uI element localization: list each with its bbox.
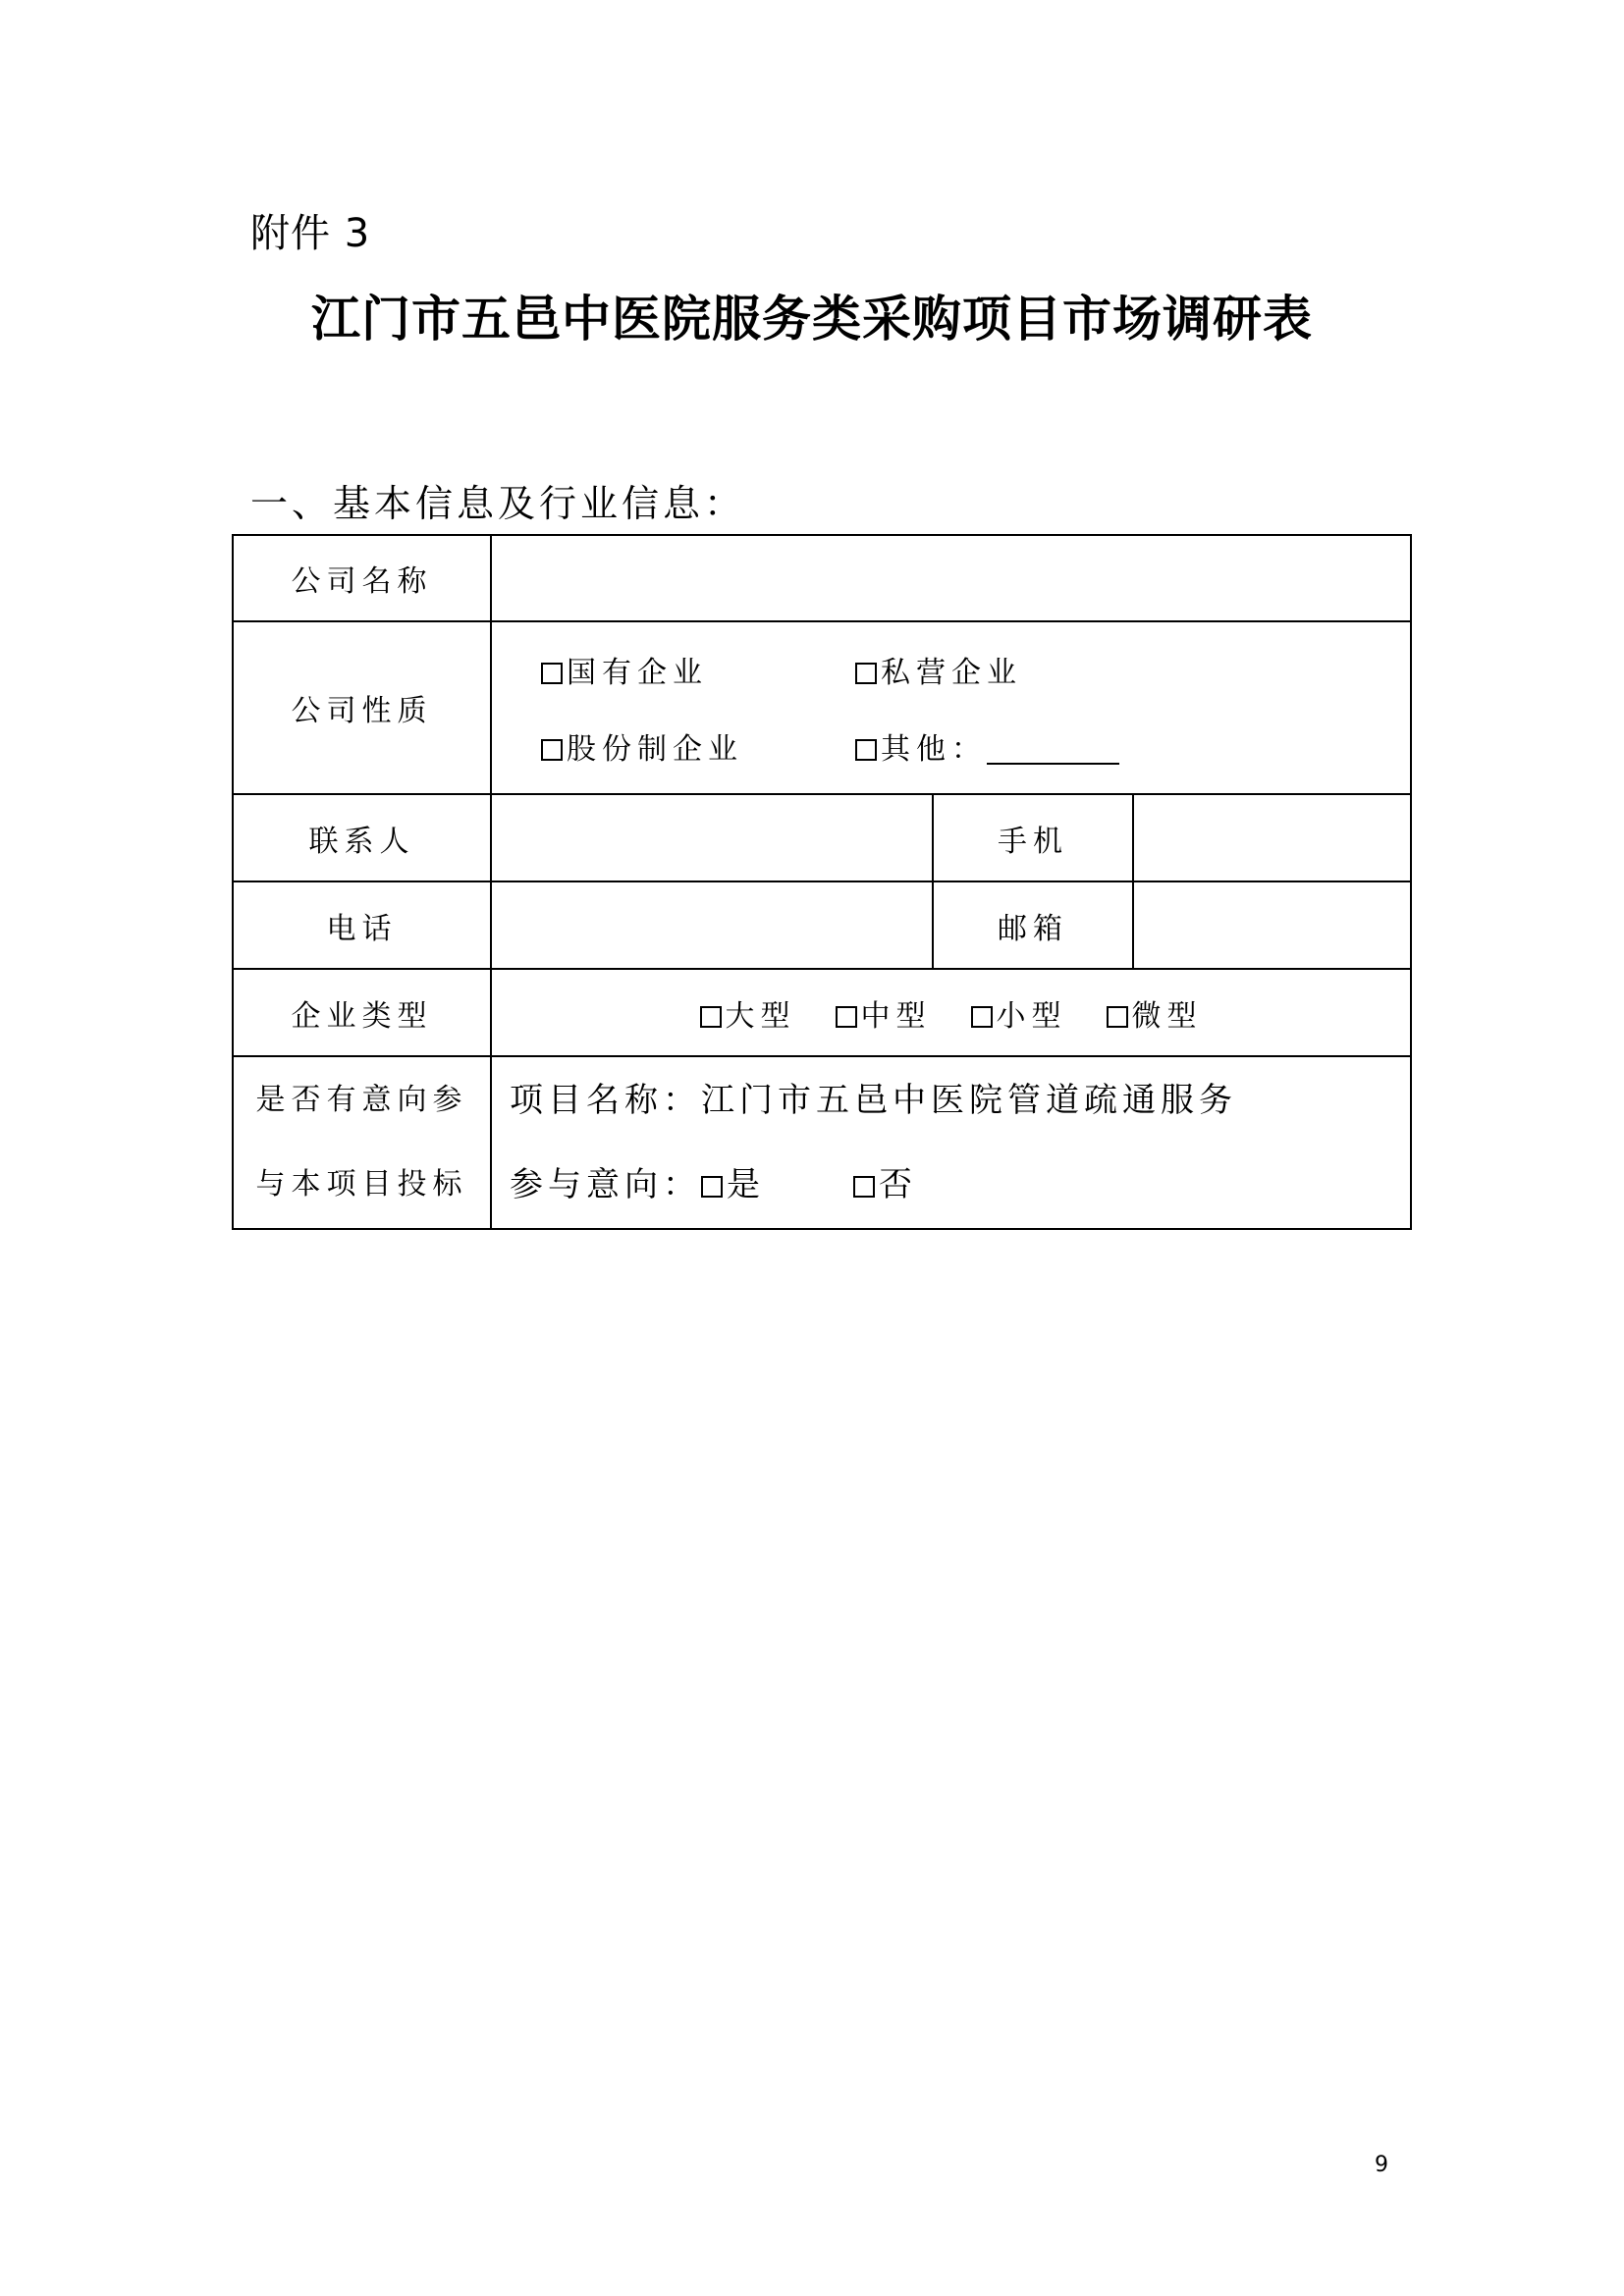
option-label: 股份制企业 <box>567 732 743 767</box>
checkbox-icon[interactable] <box>700 1006 722 1028</box>
phone-row <box>233 881 1411 969</box>
option-micro[interactable] <box>1107 991 1203 1035</box>
email-field[interactable] <box>1133 881 1411 969</box>
checkbox-icon[interactable] <box>541 739 563 761</box>
contact-row <box>233 794 1411 881</box>
company-nature-label: 公司性质 <box>233 621 491 794</box>
checkbox-icon[interactable] <box>1107 1006 1128 1028</box>
option-yes[interactable] <box>701 1165 765 1204</box>
enterprise-type-row <box>233 969 1411 1056</box>
company-name-row <box>233 535 1411 621</box>
bid-intent-label-line1: 是否有意向参 <box>255 1083 468 1117</box>
other-blank-line[interactable] <box>987 733 1119 765</box>
option-label: 私营企业 <box>881 656 1022 690</box>
page-title: 江门市五邑中医院服务类采购项目市场调研表 <box>311 290 1313 347</box>
enterprise-type-options <box>491 969 1411 1056</box>
option-private[interactable] <box>855 648 1150 691</box>
option-label: 国有企业 <box>567 656 708 690</box>
option-state-owned[interactable] <box>541 648 855 691</box>
option-no[interactable] <box>853 1143 917 1227</box>
email-label: 邮箱 <box>933 881 1133 969</box>
option-label: 中型 <box>860 998 932 1034</box>
contact-field[interactable] <box>491 794 933 881</box>
mobile-field[interactable] <box>1133 794 1411 881</box>
option-label: 是 <box>727 1165 765 1204</box>
option-small[interactable] <box>971 991 1067 1035</box>
option-label: 小型 <box>996 998 1067 1034</box>
option-label: 否 <box>879 1165 917 1204</box>
participation-label: 参与意向： <box>510 1165 701 1204</box>
survey-form-table <box>232 534 1412 1230</box>
checkbox-icon[interactable] <box>971 1006 993 1028</box>
checkbox-icon[interactable] <box>701 1176 723 1198</box>
attachment-label: 附件 3 <box>250 211 371 256</box>
contact-label: 联系人 <box>233 794 491 881</box>
project-name-text: 项目名称：江门市五邑中医院管道疏通服务 <box>510 1081 1237 1120</box>
company-nature-row <box>233 621 1411 794</box>
phone-field[interactable] <box>491 881 933 969</box>
option-medium[interactable] <box>836 991 932 1035</box>
company-name-label: 公司名称 <box>233 535 491 621</box>
company-nature-options <box>491 621 1411 794</box>
option-large[interactable] <box>700 991 796 1035</box>
checkbox-icon[interactable] <box>541 663 563 684</box>
option-label: 大型 <box>725 998 796 1034</box>
option-other[interactable] <box>855 724 1150 768</box>
option-joint-stock[interactable] <box>541 724 855 768</box>
bid-intent-row <box>233 1056 1411 1229</box>
option-label: 微型 <box>1131 998 1203 1034</box>
checkbox-icon[interactable] <box>855 663 877 684</box>
page-number: 9 <box>1375 2153 1388 2177</box>
mobile-label: 手机 <box>933 794 1133 881</box>
bid-intent-label <box>233 1056 491 1229</box>
checkbox-icon[interactable] <box>855 739 877 761</box>
company-name-field[interactable] <box>491 535 1411 621</box>
checkbox-icon[interactable] <box>836 1006 857 1028</box>
option-label: 其他： <box>881 732 987 767</box>
bid-intent-content <box>491 1056 1411 1229</box>
enterprise-type-label: 企业类型 <box>233 969 491 1056</box>
participation-line <box>510 1143 1410 1227</box>
phone-label: 电话 <box>233 881 491 969</box>
bid-intent-label-line2: 与本项目投标 <box>255 1167 468 1201</box>
section-heading: 一、基本信息及行业信息： <box>250 482 746 525</box>
checkbox-icon[interactable] <box>853 1176 875 1198</box>
